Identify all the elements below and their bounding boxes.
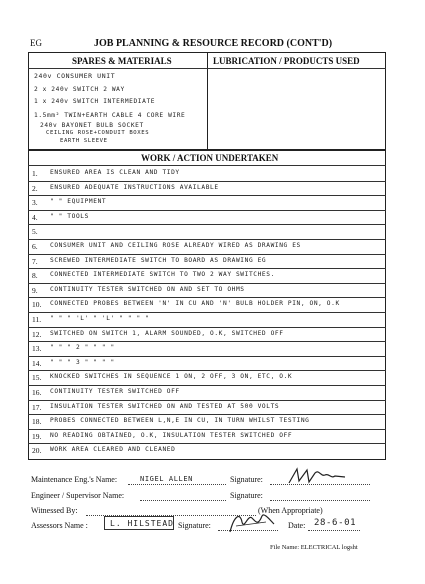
work-row-rule	[28, 327, 386, 328]
work-row-number: 17.	[32, 402, 42, 412]
work-row-rule	[28, 429, 386, 430]
spares-item: 240v BAYONET BULB SOCKET	[40, 122, 144, 129]
date-value: 28-6-01	[314, 518, 357, 528]
form-code: EG	[30, 38, 42, 48]
work-row-number: 3.	[32, 198, 38, 208]
work-row-text: CONNECTED PROBES BETWEEN 'N' IN CU AND 'N' BULB HOLDER PIN, ON, O.K	[50, 300, 340, 308]
work-row-number: 4.	[32, 212, 38, 222]
spares-divider	[207, 52, 208, 150]
maint-signature-label: Signature:	[230, 475, 263, 484]
spares-item: 1.5mm² TWIN+EARTH CABLE 4 CORE WIRE	[34, 112, 186, 119]
work-row-number: 5.	[32, 227, 38, 237]
work-row-text: " " EQUIPMENT	[50, 198, 107, 206]
assessor-signature-label: Signature:	[178, 521, 211, 530]
date-label: Date:	[288, 521, 306, 530]
work-row-number: 11.	[32, 315, 42, 324]
assessor-signature	[226, 508, 278, 536]
work-row-text: PROBES CONNECTED BETWEEN L,N,E IN CU, IN TURN WHILST TESTING	[50, 417, 310, 425]
work-row-rule	[28, 370, 386, 371]
maint-label: Maintenance Eng.'s Name:	[31, 475, 118, 484]
work-row-number: 2.	[32, 183, 38, 193]
work-row-text: ENSURED AREA IS CLEAN AND TIDY	[50, 169, 180, 176]
work-row-rule	[28, 181, 386, 182]
file-name: File Name: ELECTRICAL logsht	[270, 544, 358, 551]
work-row-rule	[28, 195, 386, 196]
work-row-text: WORK AREA CLEARED AND CLEANED	[50, 446, 176, 454]
assessor-name: L. HILSTEAD	[110, 519, 174, 528]
work-row-number: 16.	[32, 388, 42, 397]
work-row-text: SWITCHED ON SWITCH 1, ALARM SOUNDED, O.K, SWITCHED OFF	[50, 329, 284, 337]
spares-item: CEILING ROSE+CONDUIT BOXES	[46, 130, 150, 136]
spares-item: 240v CONSUMER UNIT	[34, 72, 116, 80]
witnessed-label: Witnessed By:	[31, 506, 78, 515]
supervisor-signature-label: Signature:	[230, 491, 263, 500]
work-row-number: 6.	[32, 242, 38, 251]
work-row-number: 1.	[32, 169, 38, 178]
work-row-text: " " " 'L' " 'L' " " " "	[50, 315, 150, 322]
work-row-number: 18.	[32, 417, 42, 427]
work-row-rule	[28, 224, 386, 225]
work-row-text: CONTINUITY TESTER SWITCHED OFF	[50, 388, 180, 395]
work-row-number: 10.	[32, 300, 42, 310]
work-row-number: 9.	[32, 285, 38, 295]
work-row-rule	[28, 239, 386, 240]
supervisor-label: Engineer / Supervisor Name:	[31, 491, 125, 500]
work-row-rule	[28, 341, 386, 342]
work-row-text: CONNECTED INTERMEDIATE SWITCH TO TWO 2 WAY SWITCHES.	[50, 271, 275, 279]
maint-signature	[285, 465, 355, 487]
work-row-rule	[28, 268, 386, 269]
work-row-rule	[28, 254, 386, 255]
work-row-number: 20.	[32, 446, 42, 456]
work-row-rule	[28, 297, 386, 298]
lubrication-header: LUBRICATION / PRODUCTS USED	[213, 56, 360, 66]
work-row-text: INSULATION TESTER SWITCHED ON AND TESTED AT 500 VOLTS	[50, 402, 280, 410]
work-header: WORK / ACTION UNDERTAKEN	[141, 153, 279, 163]
page-title: JOB PLANNING & RESOURCE RECORD (CONT'D)	[94, 38, 333, 49]
work-row-number: 12.	[32, 329, 42, 339]
work-row-text: CONTINUITY TESTER SWITCHED ON AND SET TO OHMS	[50, 285, 245, 293]
assessor-label: Assessors Name :	[31, 521, 88, 530]
work-row-number: 8.	[32, 271, 38, 281]
spares-item: EARTH SLEEVE	[60, 138, 108, 144]
work-row-number: 7.	[32, 256, 38, 266]
spares-item: 2 x 240v SWITCH 2 WAY	[34, 86, 125, 93]
maint-name: NIGEL ALLEN	[140, 475, 193, 483]
spares-item: 1 x 240v SWITCH INTERMEDIATE	[34, 98, 156, 105]
work-row-text: " " " 3 " " " "	[50, 358, 115, 366]
when-label: (When Appropriate)	[258, 506, 323, 515]
work-row-text: " " TOOLS	[50, 212, 89, 220]
work-row-rule	[28, 414, 386, 415]
work-row-rule	[28, 443, 386, 444]
work-row-rule	[28, 400, 386, 401]
work-row-rule	[28, 210, 386, 211]
work-row-number: 14.	[32, 358, 42, 368]
work-row-number: 15.	[32, 373, 42, 383]
work-row-rule	[28, 312, 386, 313]
work-row-rule	[28, 385, 386, 386]
work-row-text: NO READING OBTAINED, O.K, INSULATION TESTER SWITCHED OFF	[50, 431, 293, 439]
spares-header: SPARES & MATERIALS	[72, 56, 172, 66]
work-row-text: ENSURED ADEQUATE INSTRUCTIONS AVAILABLE	[50, 183, 219, 191]
work-row-rule	[28, 283, 386, 284]
work-row-rule	[28, 356, 386, 357]
work-row-text: CONSUMER UNIT AND CEILING ROSE ALREADY WIRED AS DRAWING ES	[50, 242, 301, 249]
work-row-number: 19.	[32, 431, 42, 441]
work-row-number: 13.	[32, 344, 42, 354]
work-row-text: " " " 2 " " " "	[50, 344, 115, 352]
work-row-text: SCREWED INTERMEDIATE SWITCH TO BOARD AS DRAWING EG	[50, 256, 267, 264]
work-row-text: KNOCKED SWITCHES IN SEQUENCE 1 ON, 2 OFF, 3 ON, ETC, O.K	[50, 373, 293, 381]
